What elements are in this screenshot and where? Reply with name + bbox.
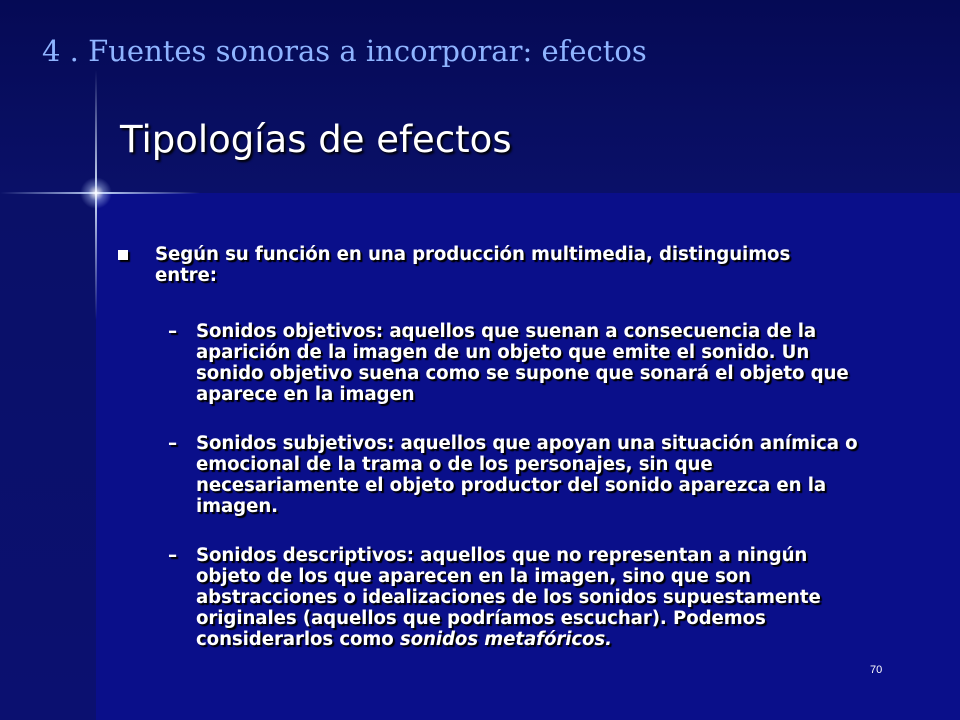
list-item-body: Sonidos descriptivos: aquellos que no representan a ningún objeto de los que aparecen en la imagen, sino que son abstracciones o idealizaciones de los sonidos supuestamente originales (aquellos que podríamos escuchar). Podemos considerarlos como [196,545,821,650]
page-number: 70 [870,664,883,676]
dash-bullet-icon: – [168,433,177,454]
intro-text: Según su función en una producción multimedia, distinguimos entre: [155,244,791,286]
list-item-text: Sonidos objetivos: aquellos que suenan a consecuencia de la aparición de la imagen de un objeto que emite el sonido. Un sonido objetivo suena como se supone que sonará el objeto que aparece en la imagen [196,321,849,405]
left-margin-band [0,193,96,720]
list-item-text: Sonidos subjetivos: aquellos que apoyan una situación anímica o emocional de la trama o de los personajes, sin que necesariamente el objeto productor del sonido aparezca en la imagen. [196,433,858,517]
header-band [0,0,960,193]
list-item-text [196,545,876,650]
dash-bullet-icon: – [168,545,177,566]
dash-bullet-icon: – [168,321,177,342]
decorative-star-glow [80,177,112,209]
section-title: 4 . Fuentes sonoras a incorporar: efectos [42,34,647,68]
emphasis-text: sonidos metafóricos. [399,629,612,650]
square-bullet-icon [118,250,128,260]
slide-title: Tipologías de efectos [120,118,512,161]
